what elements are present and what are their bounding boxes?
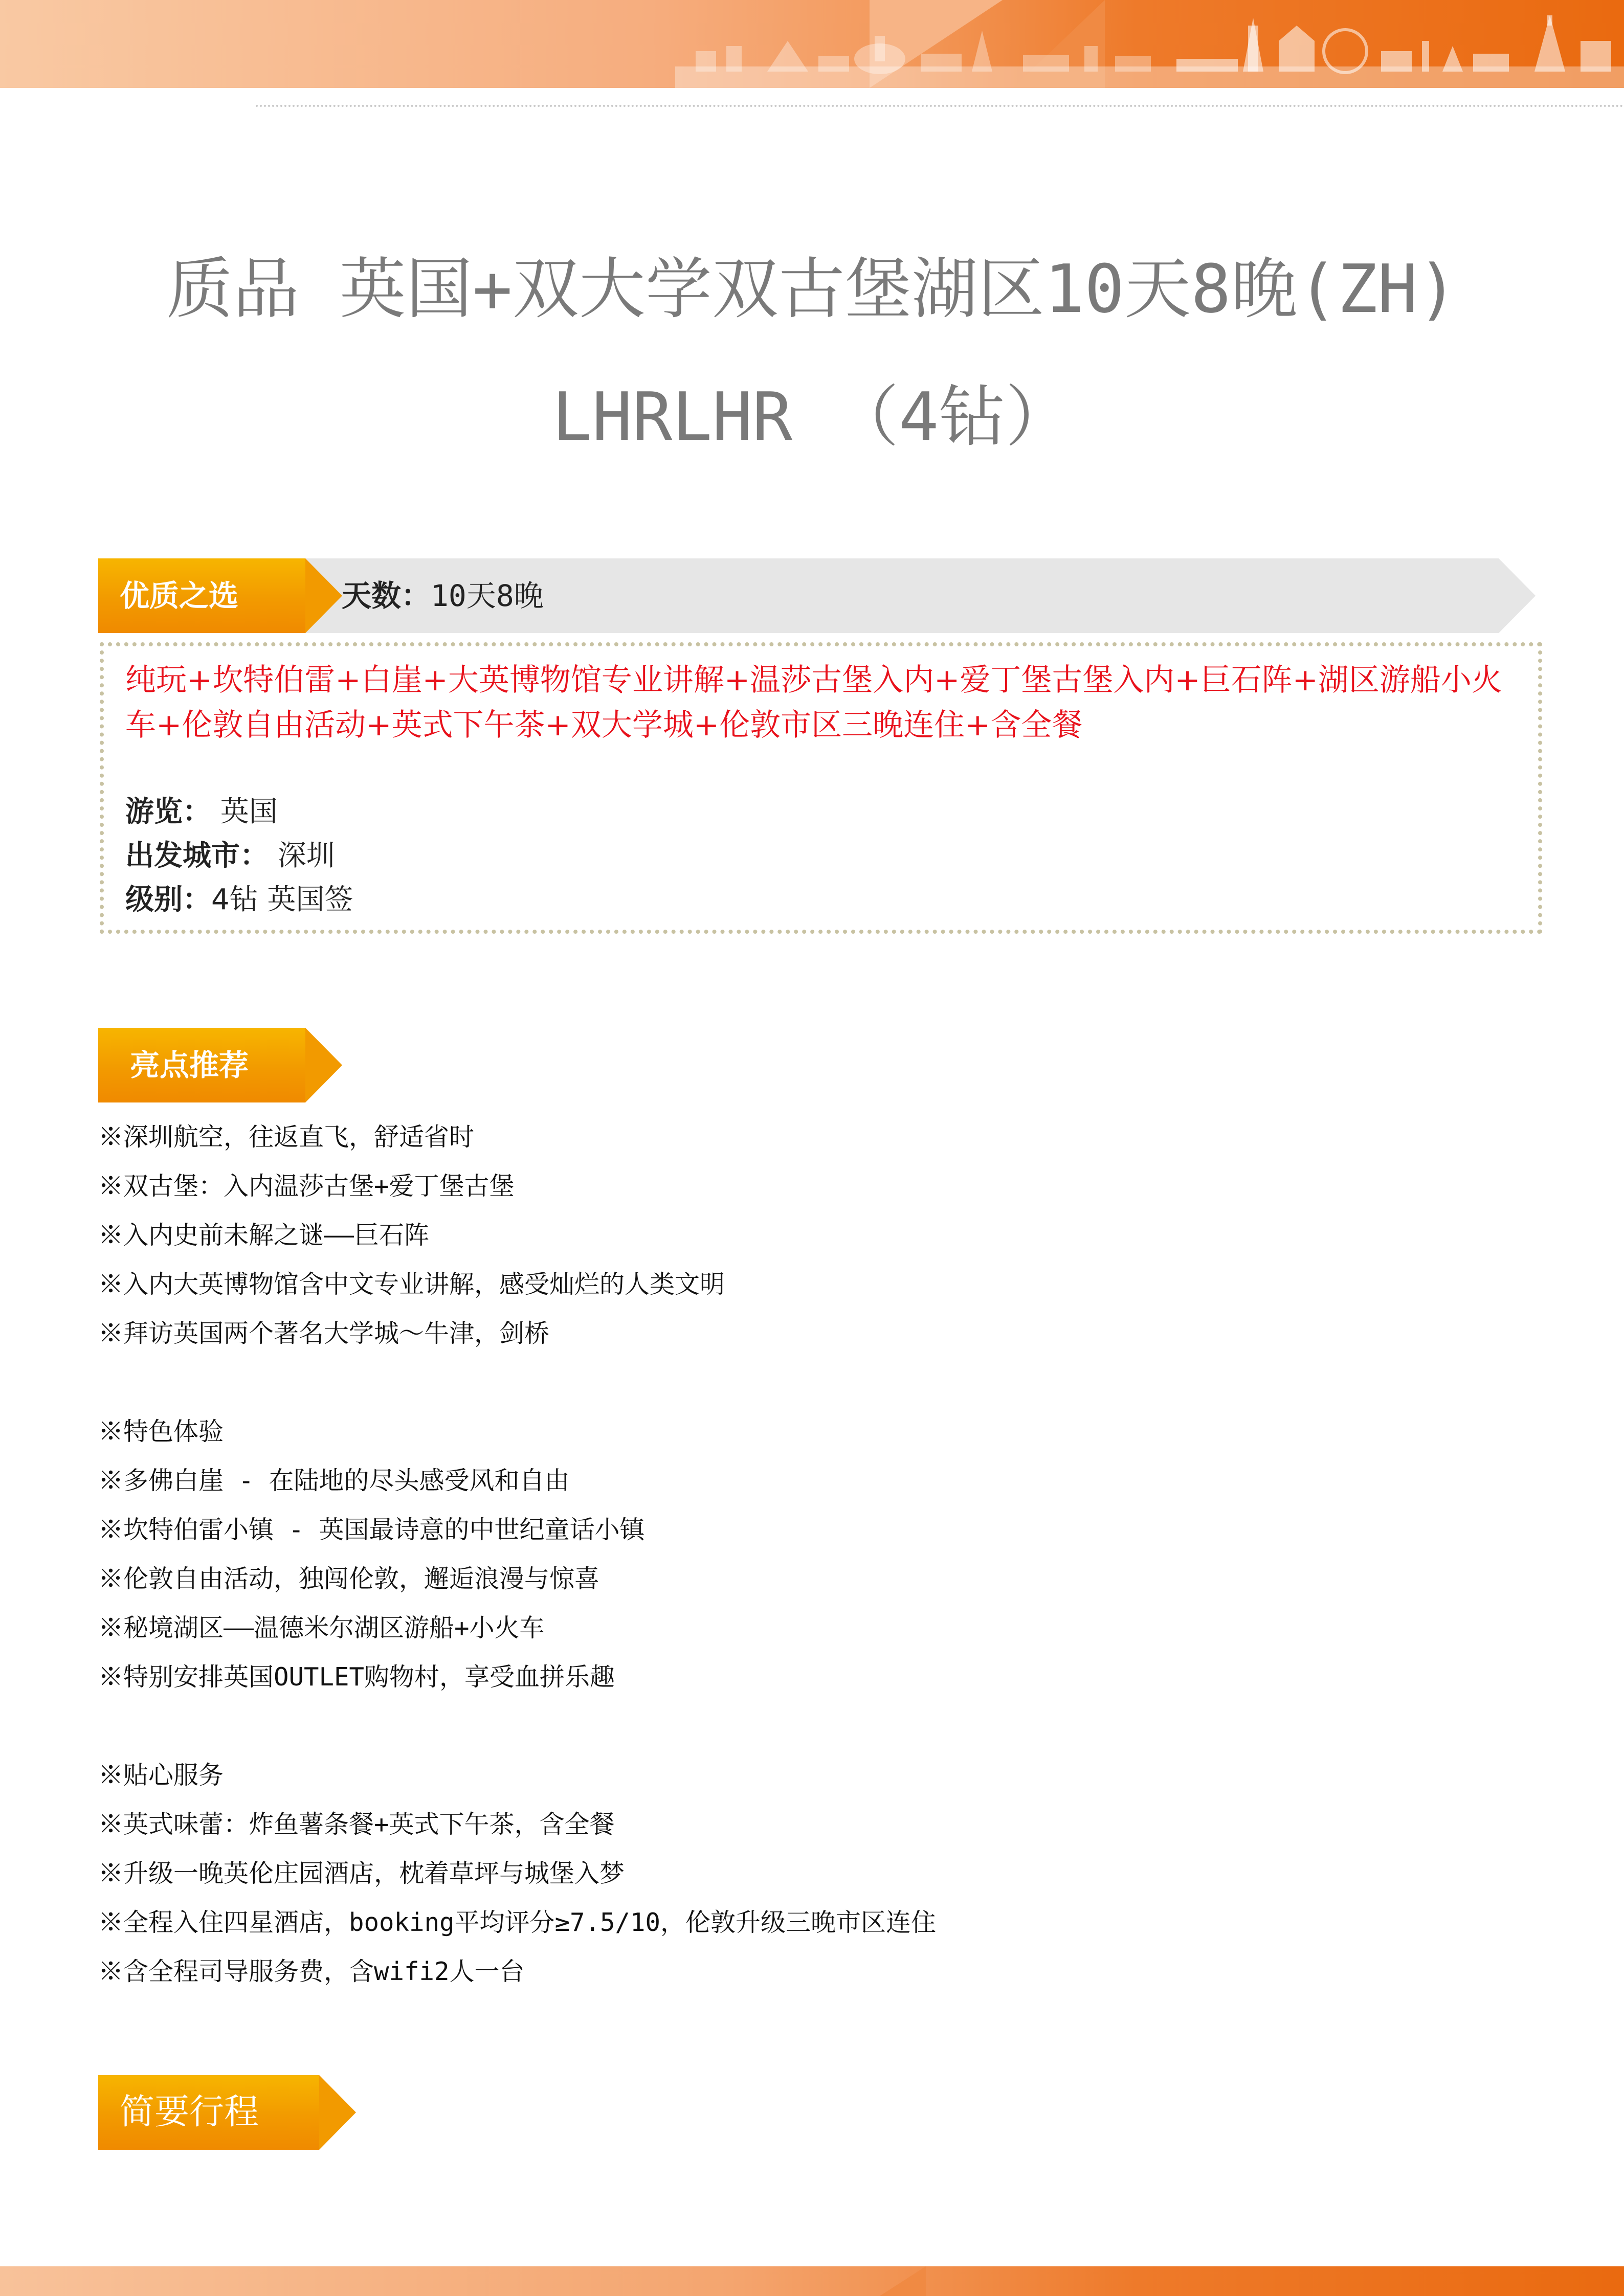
list-item: ※双古堡：入内温莎古堡+爱丁堡古堡 bbox=[98, 1172, 515, 1201]
list-item: ※含全程司导服务费，含wifi2人一台 bbox=[98, 1957, 525, 1986]
departure-city-line bbox=[125, 834, 335, 878]
tour-country-line bbox=[125, 790, 278, 834]
tag-label: 简要行程 bbox=[120, 2092, 259, 2132]
page-title bbox=[77, 225, 1547, 481]
list-item: ※全程入住四星酒店，booking平均评分≥7.5/10，伦敦升级三晚市区连住 bbox=[98, 1908, 937, 1937]
title-line-2: LHRLHR （4钻） bbox=[552, 378, 1072, 456]
tour-label: 游览： bbox=[125, 795, 211, 828]
days-value: 10天8晚 bbox=[431, 578, 544, 613]
footer-band-accent bbox=[880, 2266, 926, 2296]
list-item: ※伦敦自由活动，独闯伦敦，邂逅浪漫与惊喜 bbox=[98, 1564, 600, 1593]
tag-label: 优质之选 bbox=[120, 578, 239, 613]
city-value: 深圳 bbox=[269, 839, 335, 872]
list-spacer bbox=[98, 1358, 936, 1407]
days-label: 天数： bbox=[342, 578, 431, 613]
footer-band bbox=[0, 2266, 1624, 2296]
list-item: ※多佛白崖 - 在陆地的尽头感受风和自由 bbox=[98, 1466, 570, 1495]
list-item: ※秘境湖区——温德米尔湖区游船+小火车 bbox=[98, 1613, 545, 1642]
tour-value: 英国 bbox=[211, 795, 278, 828]
highlights-list bbox=[98, 1113, 936, 1996]
city-label: 出发城市： bbox=[125, 839, 269, 872]
list-item: ※特色体验 bbox=[98, 1417, 224, 1446]
list-item: ※入内史前未解之谜——巨石阵 bbox=[98, 1221, 430, 1250]
list-item: ※特别安排英国OUTLET购物村，享受血拼乐趣 bbox=[98, 1662, 615, 1692]
header-band bbox=[0, 0, 1624, 88]
level-line bbox=[125, 878, 353, 922]
tag-premium-choice bbox=[98, 558, 305, 633]
level-label: 级别： bbox=[125, 883, 211, 916]
header-divider bbox=[256, 105, 1624, 107]
list-item: ※贴心服务 bbox=[98, 1761, 224, 1790]
list-item: ※英式味蕾：炸鱼薯条餐+英式下午茶，含全餐 bbox=[98, 1810, 615, 1839]
list-item: ※拜访英国两个著名大学城～牛津，剑桥 bbox=[98, 1319, 550, 1348]
list-item: ※入内大英博物馆含中文专业讲解，感受灿烂的人类文明 bbox=[98, 1270, 725, 1299]
level-value: 4钻 英国签 bbox=[211, 883, 353, 916]
city-skyline-icon bbox=[665, 10, 1624, 88]
days-info bbox=[342, 558, 544, 633]
tag-highlights bbox=[98, 1028, 305, 1102]
tour-highlight-text: 纯玩+坎特伯雷+白崖+大英博物馆专业讲解+温莎古堡入内+爱丁堡古堡入内+巨石阵+湖区游船小火车+伦敦自由活动+英式下午茶+双大学城+伦敦市区三晚连住+含全餐 bbox=[125, 662, 1502, 743]
list-item: ※深圳航空，往返直飞，舒适省时 bbox=[98, 1122, 475, 1152]
list-item: ※升级一晚英伦庄园酒店，枕着草坪与城堡入梦 bbox=[98, 1859, 625, 1888]
tag-label: 亮点推荐 bbox=[130, 1048, 249, 1083]
list-item: ※坎特伯雷小镇 - 英国最诗意的中世纪童话小镇 bbox=[98, 1515, 645, 1544]
tag-itinerary bbox=[98, 2075, 319, 2150]
title-line-1: 质品 英国+双大学双古堡湖区10天8晚(ZH) bbox=[166, 250, 1458, 328]
list-spacer bbox=[98, 1702, 936, 1751]
